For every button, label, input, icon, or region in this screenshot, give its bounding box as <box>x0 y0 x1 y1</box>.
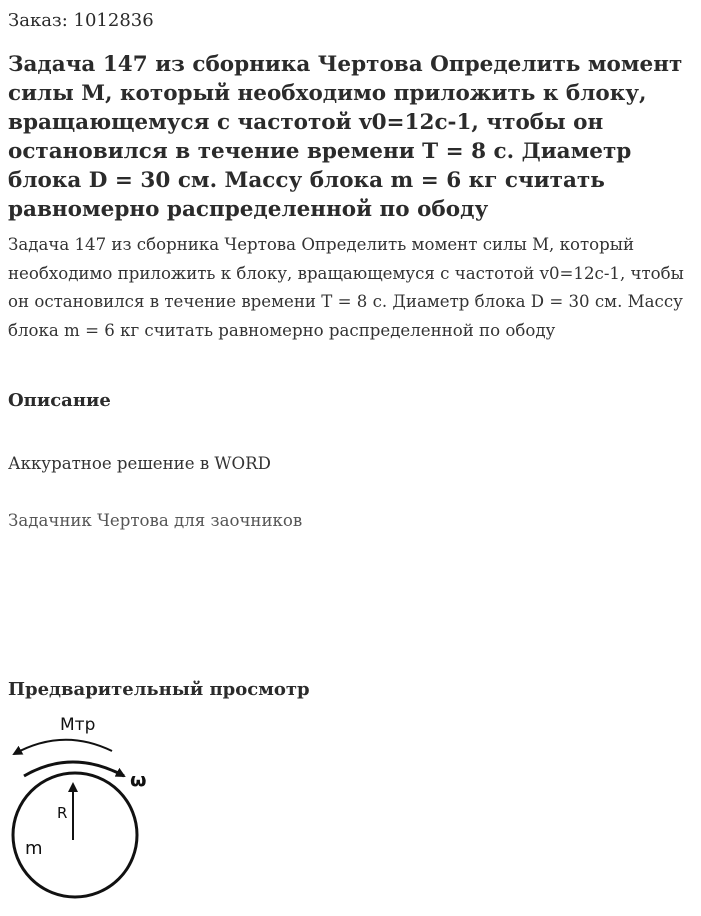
omega-label: ω <box>130 769 147 791</box>
mass-label: m <box>25 838 43 859</box>
description-heading: Описание <box>8 390 111 411</box>
torque-label: Мтр <box>60 715 96 735</box>
description-note-format: Аккуратное решение в WORD <box>8 454 271 473</box>
torque-arrow <box>14 740 112 754</box>
block-circle <box>13 773 137 897</box>
block-diagram <box>0 705 200 916</box>
radius-label: R <box>57 804 68 822</box>
preview-heading: Предварительный просмотр <box>8 679 310 700</box>
order-number: Заказ: 1012836 <box>8 10 154 31</box>
description-note-source: Задачник Чертова для заочников <box>8 511 303 530</box>
task-description: Задача 147 из сборника Чертова Определить момент силы М, который необходимо приложить к блоку, вращающемуся с частотой v0=12c-1, чтобы он остановился в течение времени Т = 8 с. Диаметр блока D = 30 см. Массу блока m = 6 кг считать равномерно распределенной по ободу <box>8 235 684 340</box>
preview-figure[interactable] <box>0 705 200 916</box>
page-title: Задача 147 из сборника Чертова Определить момент силы М, который необходимо приложить к блоку, вращающемуся с частотой v0=12c-1, чтобы он остановился в течение времени Т = 8 с. Диаметр блока D = 30 см. Массу блока m = 6 кг считать равномерно распределенной по ободу <box>8 52 683 222</box>
